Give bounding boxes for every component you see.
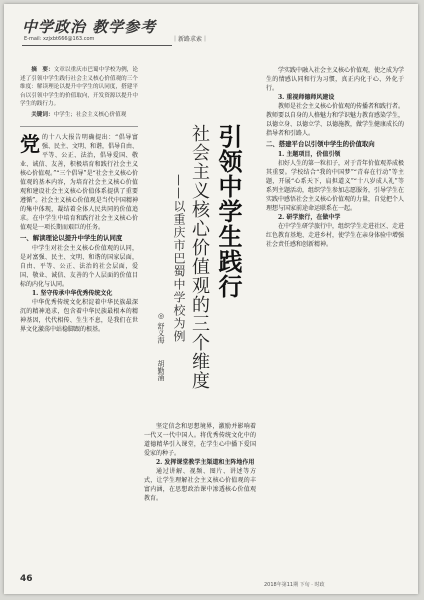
column-right <box>266 66 404 581</box>
section2-subheading-2: 2. 研学旅行，在做中学 <box>278 214 341 221</box>
abstract-keywords <box>20 111 138 120</box>
section2-paragraph-2: 在中学生研学旅行中，组织学生走进社区、走进红色教育基地、走进乡村，使学生在亲身体验中增强社会责任感和创新精神。 <box>266 223 404 248</box>
author-1: ◎ 舒义海 <box>157 312 165 344</box>
masthead-rule <box>22 45 172 46</box>
column-name: ｜新路求索｜ <box>172 36 209 43</box>
section2-paragraph-1: 扣好人生的第一粒扣子，对于青年价值观养成极其重要。学校结合“我的中国梦”“青春在行动”等主题，开展“心系天下，肩担道义”“十八岁成人礼”等系列主题活动，组织学生参加志愿服务，引导学生在实践中感悟社会主义核心价值观的力量，自觉把个人理想与国家前途命运联系在一起。 <box>266 160 404 212</box>
headline-block <box>142 124 252 414</box>
col2-paragraph-2: 通过讲解、视频、图片、讲述等方式，让学生理解社会主义核心价值观的丰富内涵，在思想政治课中渗透核心价值观教育。 <box>144 468 256 502</box>
keywords-label: 关键词： <box>31 111 54 118</box>
article-title: 引领中学生践行 <box>214 124 242 299</box>
section1-paragraph-2: 中华优秀传统文化积淀着中华民族最深沉的精神追求，包含着中华民族最根本的精神基因，代代相传、生生不息，是我们在世界文化激荡中站稳脚跟的根基。 <box>20 298 138 333</box>
intro-paragraph <box>20 133 138 232</box>
section1-subheading-1: 1. 坚守传承中华优秀传统文化 <box>32 289 113 297</box>
abstract-text: 文章以重庆市巴蜀中学校为例，论述了引领中学生践行社会主义核心价值观的三个维度：解读理论以提升中学生的认同度，搭建平台以引领中学生的价值取向，开发资源以提升中学生的践行力。 <box>20 67 138 108</box>
abstract-label: 摘 要： <box>31 67 54 73</box>
intro-text: 的十八大报告明确提出：“倡导富强、民主、文明、和谐，倡导自由、平等、公正、法治，倡导爱国、敬业、诚信、友善，积极培育和践行社会主义核心价值观。”“三个倡导”是“社会主义核心价值观的基本内容，为培育社会主义核心价值观和建设社会主义核心价值体系提供了重要遵循”。社会主义核心价值观是当代中国精神的集中体现，凝结着全体人民共同的价值追求。在中学生中培育和践行社会主义核心价值观是一项长期而艰巨的任务。 <box>20 133 138 231</box>
col2-subheading-2: 2. 发挥课堂教学主渠道和主阵地作用 <box>156 459 255 466</box>
section2-heading: 二、搭建平台以引领中学生的价值取向 <box>266 140 375 148</box>
page-number: 46 <box>20 574 33 584</box>
col2-paragraph-1: 坚定信念和思想境界，激励并影响着一代又一代中国人。将优秀传统文化中的道德精华引入课堂，在学生心中播下爱国爱家的种子。 <box>144 423 256 457</box>
masthead <box>22 16 412 56</box>
article-subtitle: ——以重庆市巴蜀中学校为例 <box>172 174 186 343</box>
abstract-divider <box>20 126 138 127</box>
issue-footer: 2018年第11期 下旬 · 时政 <box>264 582 325 588</box>
abstract-block <box>20 66 138 120</box>
journal-page <box>4 4 418 594</box>
journal-title: 中学政治 教学参考 <box>22 18 157 36</box>
drop-cap: 党 <box>20 131 40 156</box>
article-title-line2: 社会主义核心价值观的三个维度 <box>189 124 210 390</box>
col3-subheading-3: 3. 重视师德师风建设 <box>278 94 335 101</box>
col3-paragraph-1: 学实践中融入社会主义核心价值观，使之成为学生的情感认同和行为习惯，真正内化于心、外化于行。 <box>266 67 404 92</box>
column-left <box>20 66 138 566</box>
journal-email: E-mail: xzjxbt666@163.com <box>24 36 95 42</box>
author-2: 胡勤涌 <box>157 360 165 381</box>
section2-subheading-1: 1. 主题项目，价值引领 <box>278 151 341 158</box>
abstract-summary <box>20 66 138 109</box>
keywords-text: 中学生；社会主义核心价值观 <box>53 111 127 118</box>
section1-heading: 一、解读理论以提升中学生的认同度 <box>20 233 123 242</box>
column-middle <box>144 422 256 572</box>
col3-paragraph-2: 教师是社会主义核心价值观的传播者和践行者。教师要以自身的人格魅力和学识魅力教育感染学生，以德立身、以德立学、以德施教，做学生健康成长的指导者和引路人。 <box>266 103 404 137</box>
intro-body <box>20 133 138 232</box>
section1-paragraph-1: 中学生对社会主义核心价值观的认同，是对富强、民主、文明、和谐的国家层面，自由、平等、公正、法治的社会层面，爱国、敬业、诚信、友善的个人层面的价值目标的内化与认同。 <box>20 244 138 288</box>
